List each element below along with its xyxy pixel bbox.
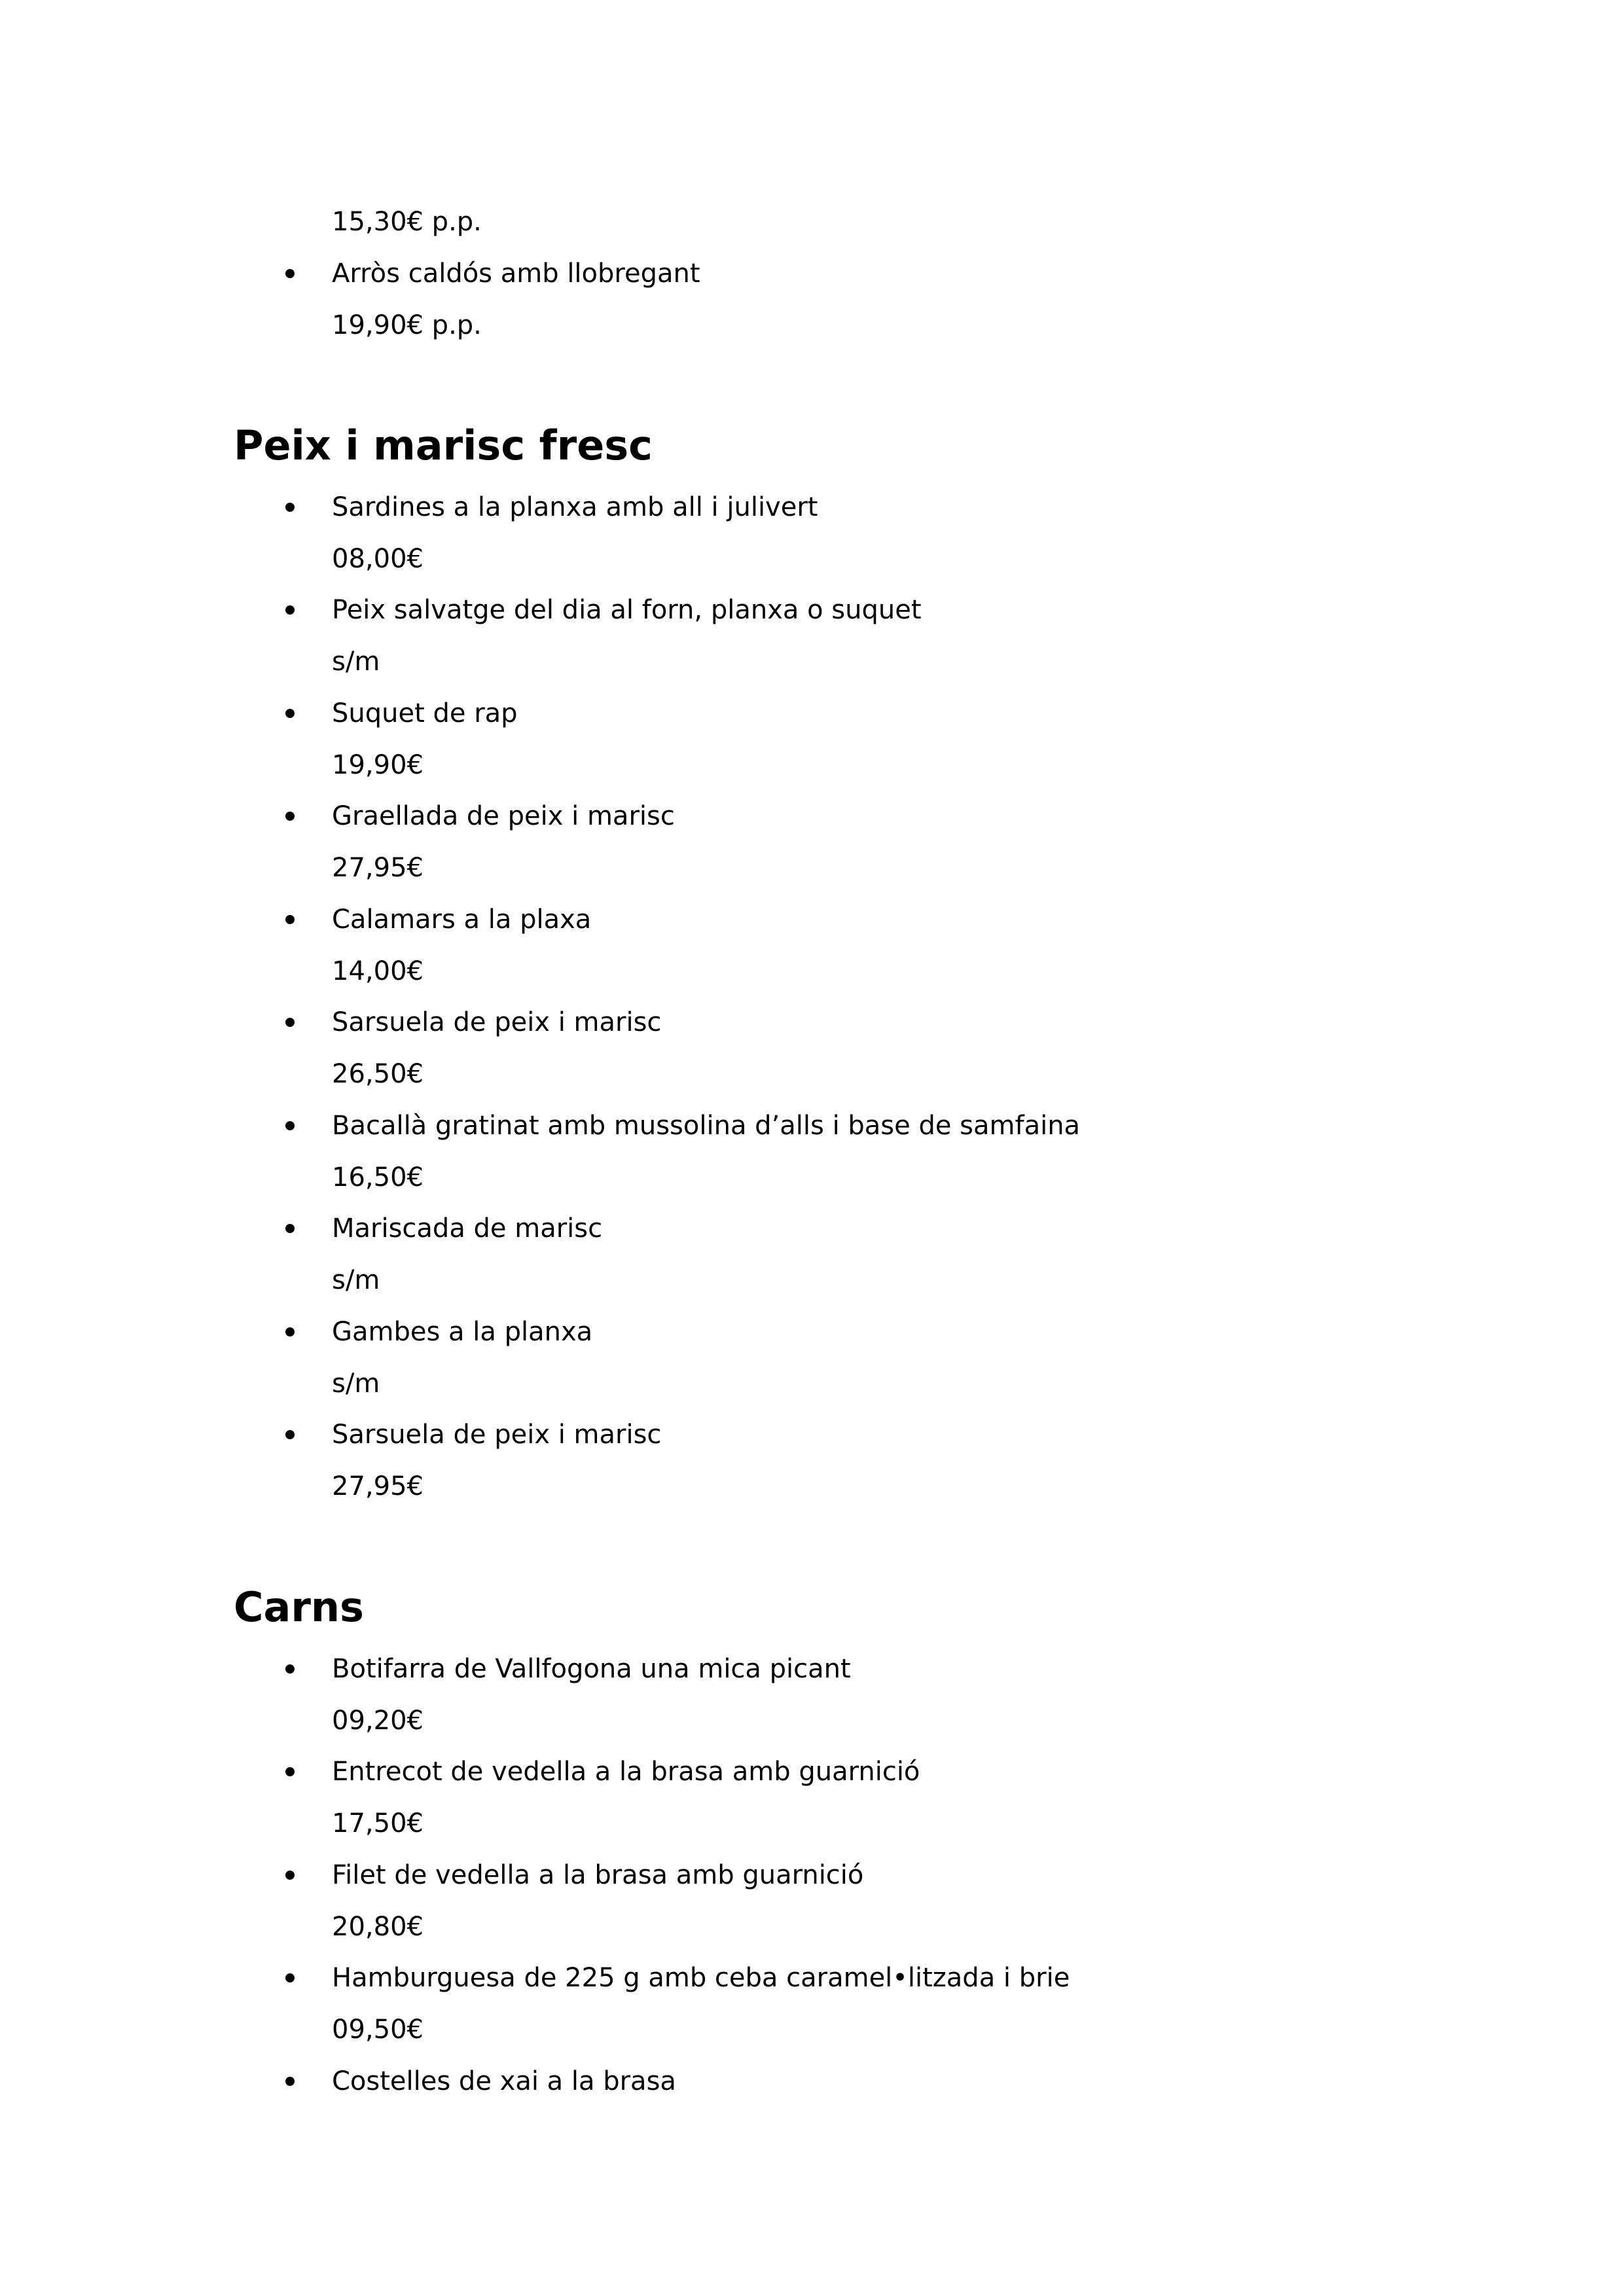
- bullet-icon: [285, 1018, 295, 1027]
- menu-item-price: s/m: [332, 1265, 380, 1295]
- bullet-icon: [285, 812, 295, 821]
- bullet-icon: [285, 1224, 295, 1233]
- menu-item-name: Botifarra de Vallfogona una mica picant: [332, 1654, 851, 1684]
- bullet-icon: [285, 1121, 295, 1130]
- menu-item-price: 20,80€: [332, 1912, 424, 1942]
- bullet-icon: [285, 1871, 295, 1880]
- bullet-icon: [285, 269, 295, 278]
- menu-item-name: Costelles de xai a la brasa: [332, 2066, 676, 2096]
- menu-item-name: Arròs caldós amb llobregant: [332, 259, 700, 289]
- bullet-icon: [285, 1664, 295, 1674]
- bullet-icon: [285, 1767, 295, 1776]
- bullet-icon: [285, 1327, 295, 1336]
- menu-item-price: 27,95€: [332, 1471, 424, 1501]
- bullet-icon: [285, 915, 295, 924]
- menu-item-price: 08,00€: [332, 544, 424, 574]
- menu-item-price: 19,90€: [332, 750, 424, 780]
- menu-item-price: 17,50€: [332, 1808, 424, 1839]
- menu-item-price: 15,30€ p.p.: [332, 207, 482, 237]
- menu-item-price: 27,95€: [332, 853, 424, 883]
- bullet-icon: [285, 2077, 295, 2086]
- menu-item-name: Sarsuela de peix i marisc: [332, 1420, 662, 1450]
- menu-item-price: 14,00€: [332, 956, 424, 986]
- menu-item-price: 19,90€ p.p.: [332, 310, 482, 340]
- menu-item-name: Graellada de peix i marisc: [332, 801, 675, 831]
- bullet-icon: [285, 1973, 295, 1982]
- menu-item-name: Sardines a la planxa amb all i julivert: [332, 492, 818, 522]
- menu-item-price: 26,50€: [332, 1059, 424, 1089]
- menu-item-price: 09,20€: [332, 1706, 424, 1736]
- menu-item-name: Bacallà gratinat amb mussolina d’alls i base de samfaina: [332, 1111, 1081, 1141]
- menu-item-price: s/m: [332, 1369, 380, 1399]
- menu-item-name: Sarsuela de peix i marisc: [332, 1007, 662, 1037]
- menu-item-name: Peix salvatge del dia al forn, planxa o suquet: [332, 595, 922, 625]
- bullet-icon: [285, 709, 295, 718]
- section-heading: Carns: [234, 1583, 364, 1631]
- section-heading: Peix i marisc fresc: [234, 422, 653, 469]
- menu-item-price: 09,50€: [332, 2015, 424, 2045]
- menu-item-name: Suquet de rap: [332, 698, 518, 728]
- bullet-icon: [285, 1430, 295, 1439]
- menu-item-price: s/m: [332, 647, 380, 677]
- menu-item-name: Mariscada de marisc: [332, 1213, 603, 1244]
- menu-item-price: 16,50€: [332, 1162, 424, 1193]
- menu-item-name: Gambes a la planxa: [332, 1317, 593, 1347]
- menu-item-name: Calamars a la plaxa: [332, 905, 592, 935]
- menu-item-name: Hamburguesa de 225 g amb ceba caramel•litzada i brie: [332, 1963, 1070, 1993]
- bullet-icon: [285, 605, 295, 615]
- bullet-icon: [285, 503, 295, 512]
- menu-item-name: Entrecot de vedella a la brasa amb guarnició: [332, 1757, 920, 1787]
- menu-item-name: Filet de vedella a la brasa amb guarnició: [332, 1860, 864, 1890]
